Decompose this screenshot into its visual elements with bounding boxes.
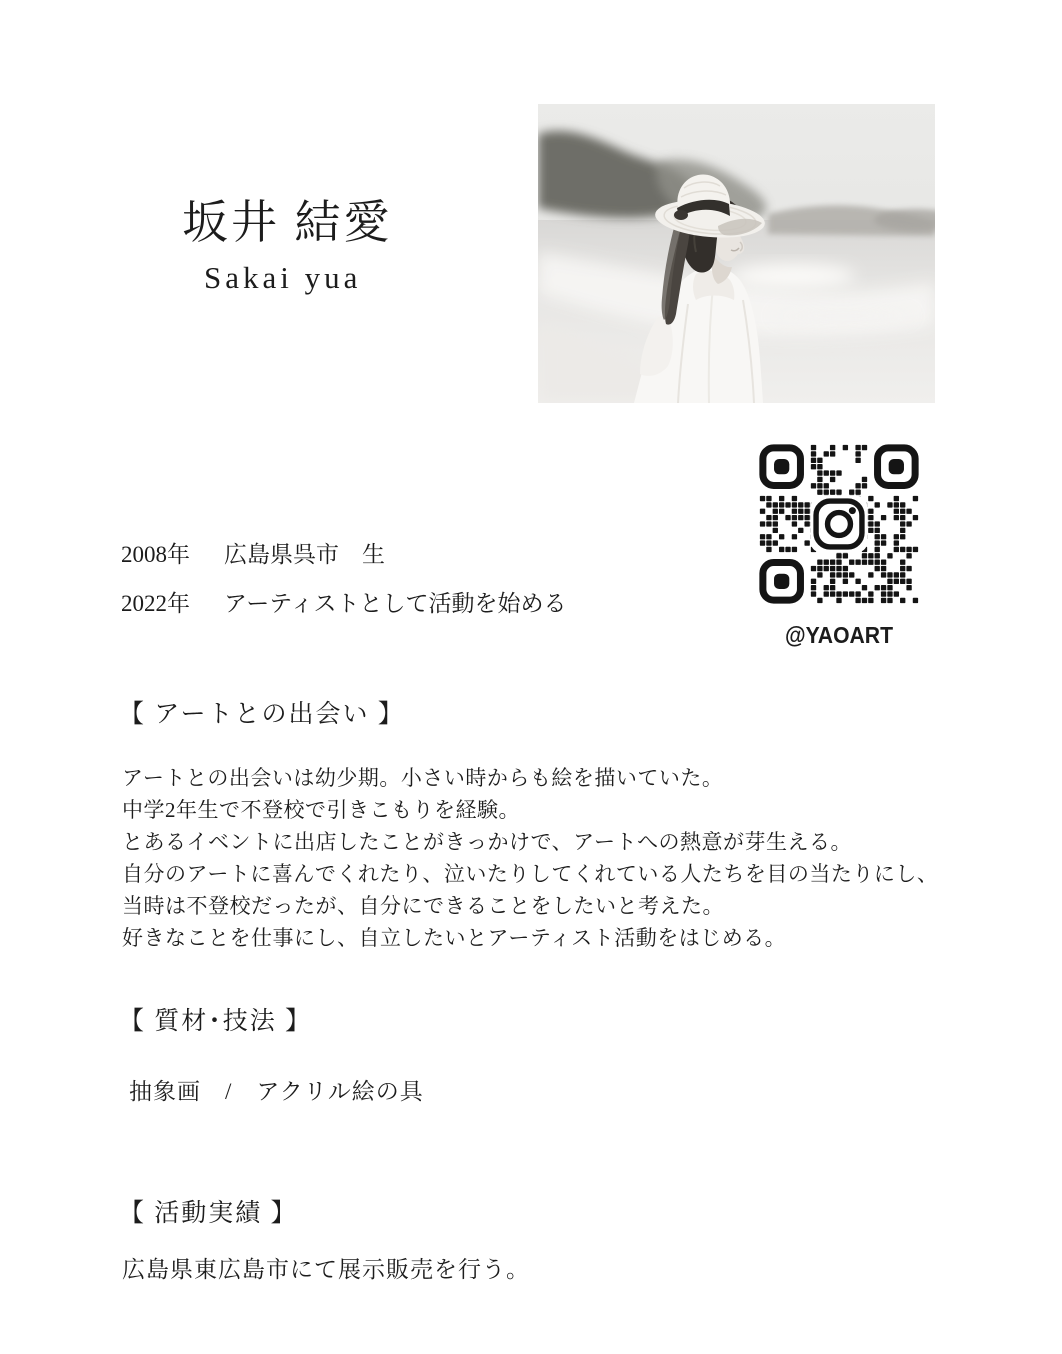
instagram-qr-code <box>753 438 925 610</box>
profile-photo <box>538 104 935 403</box>
timeline-year: 2008年 <box>121 542 190 567</box>
artist-name-japanese: 坂井 結愛 <box>182 197 393 248</box>
timeline-year: 2022年 <box>121 591 190 616</box>
timeline-row <box>121 585 566 618</box>
section-title-materials: 【 質材･技法 】 <box>119 1008 313 1035</box>
body-line: 当時は不登校だったが、自分にできることをしたいと考えた。 <box>122 894 724 918</box>
section-body-activities: 広島県東広島市にて展示販売を行う。 <box>122 1257 530 1282</box>
section-title-activities: 【 活動実績 】 <box>119 1200 298 1227</box>
biography-timeline <box>121 536 566 634</box>
body-line: 好きなことを仕事にし、自立したいとアーティスト活動をはじめる。 <box>122 926 787 950</box>
timeline-row <box>121 536 566 569</box>
section-body-art-encounter <box>122 762 938 954</box>
body-line: 中学2年生で不登校で引きこもりを経験。 <box>122 798 520 822</box>
timeline-event: 広島県呉市 生 <box>224 542 385 567</box>
body-line: 自分のアートに喜んでくれたり、泣いたりしてくれている人たちを目の当たりにし、 <box>122 862 939 886</box>
beach-photo-illustration <box>538 104 935 403</box>
artist-name-romaji: Sakai yua <box>204 260 362 295</box>
instagram-handle: @YAOART <box>784 622 894 648</box>
section-title-art-encounter: 【 アートとの出会い 】 <box>119 701 405 728</box>
body-line: アートとの出会いは幼少期。小さい時からも絵を描いていた。 <box>122 766 724 790</box>
section-body-materials: 抽象画 / アクリル絵の具 <box>129 1079 424 1104</box>
body-line: とあるイベントに出店したことがきっかけで、アートへの熱意が芽生える。 <box>122 830 852 854</box>
timeline-event: アーティストとして活動を始める <box>224 591 567 616</box>
qr-pattern <box>753 438 925 610</box>
